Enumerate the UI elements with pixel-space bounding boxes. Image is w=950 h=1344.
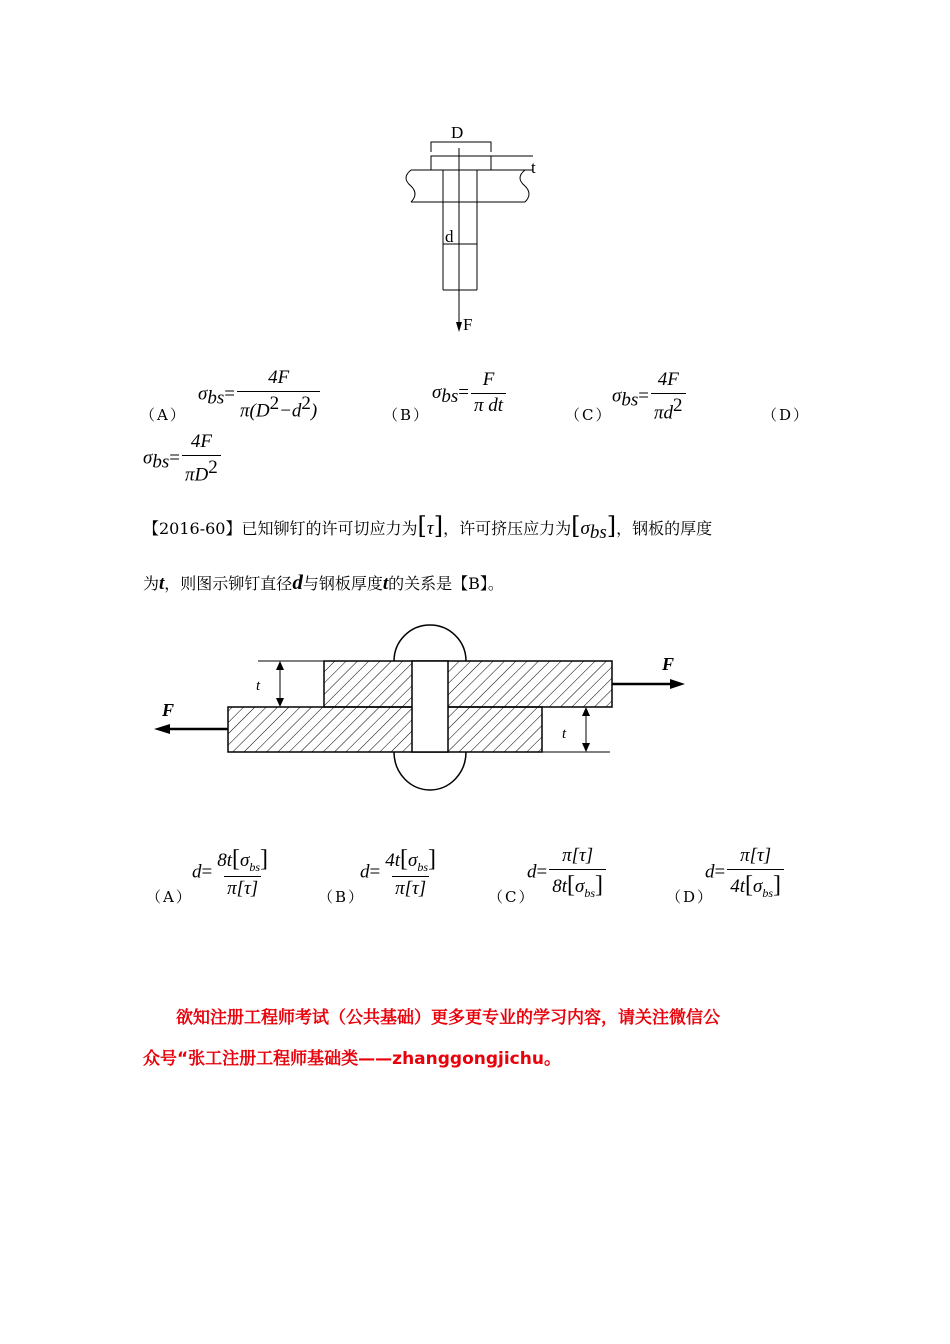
- rivet-lap-joint-figure: [140, 618, 700, 794]
- q1-label-a: （A）: [140, 406, 187, 424]
- footer-line1: 欲知注册工程师考试（公共基础）更多更专业的学习内容，请关注微信公: [176, 1008, 720, 1028]
- q2-option-b: d= $\frac{4t[\sigma_{bs}]}{\pi[\tau]}$: [360, 846, 437, 899]
- q1-label-c: （C）: [565, 406, 613, 424]
- q2-label-c: （C）: [488, 888, 536, 906]
- q1-option-d: $\sigma_{bs}=$ $\frac{4F}{\pi D^2}$: [143, 432, 221, 486]
- fig1-label-t: t: [531, 158, 536, 177]
- q1-option-c: $\sigma_{bs}=$ $\frac{4F}{\pi d^2}$: [612, 370, 686, 424]
- q2-option-a: d= $\frac{8t[\sigma_{bs}]}{\pi[\tau]}$: [192, 846, 269, 899]
- q2-option-d: d= $\frac{\pi[\tau]}{4t[\sigma_{bs}]}$: [705, 846, 784, 900]
- fig2-label-t-top: t: [256, 678, 261, 694]
- footer-line2: 众号“张工注册工程师基础类——zhanggongjichu。: [143, 1049, 561, 1069]
- q2-label-a: （A）: [146, 888, 193, 906]
- fig2-label-t-bottom: t: [562, 726, 567, 742]
- question2-line1: 【2016-60】已知铆钉的许可切应力为[τ]，许可挤压应力为$[\sigma_{bs}]$，钢板的厚度: [143, 512, 713, 544]
- fig2-label-F-right: F: [662, 654, 675, 674]
- fig1-label-d: d: [445, 227, 454, 246]
- fig1-label-D: D: [451, 123, 464, 142]
- q1-option-b: $\sigma_{bs}=$ $\frac{F}{\text{π dt}}$: [432, 370, 506, 417]
- rivet-figure-1: [395, 118, 555, 338]
- q2-label-d: （D）: [666, 888, 715, 906]
- q2-option-c: d= $\frac{\pi[\tau]}{8t[\sigma_{bs}]}$: [527, 846, 606, 900]
- fig1-label-F: F: [463, 315, 473, 334]
- question2-line2: 为t，则图示铆钉直径d与钢板厚度t的关系是【B】。: [143, 570, 504, 594]
- q1-label-b: （B）: [383, 406, 431, 424]
- q2-label-b: （B）: [318, 888, 366, 906]
- q1-option-a: $\sigma_{bs}=$ $\frac{4F}{\pi(D^2-d^2)}$: [198, 368, 320, 422]
- q1-label-d: （D）: [762, 406, 811, 424]
- fig2-label-F-left: F: [162, 700, 175, 720]
